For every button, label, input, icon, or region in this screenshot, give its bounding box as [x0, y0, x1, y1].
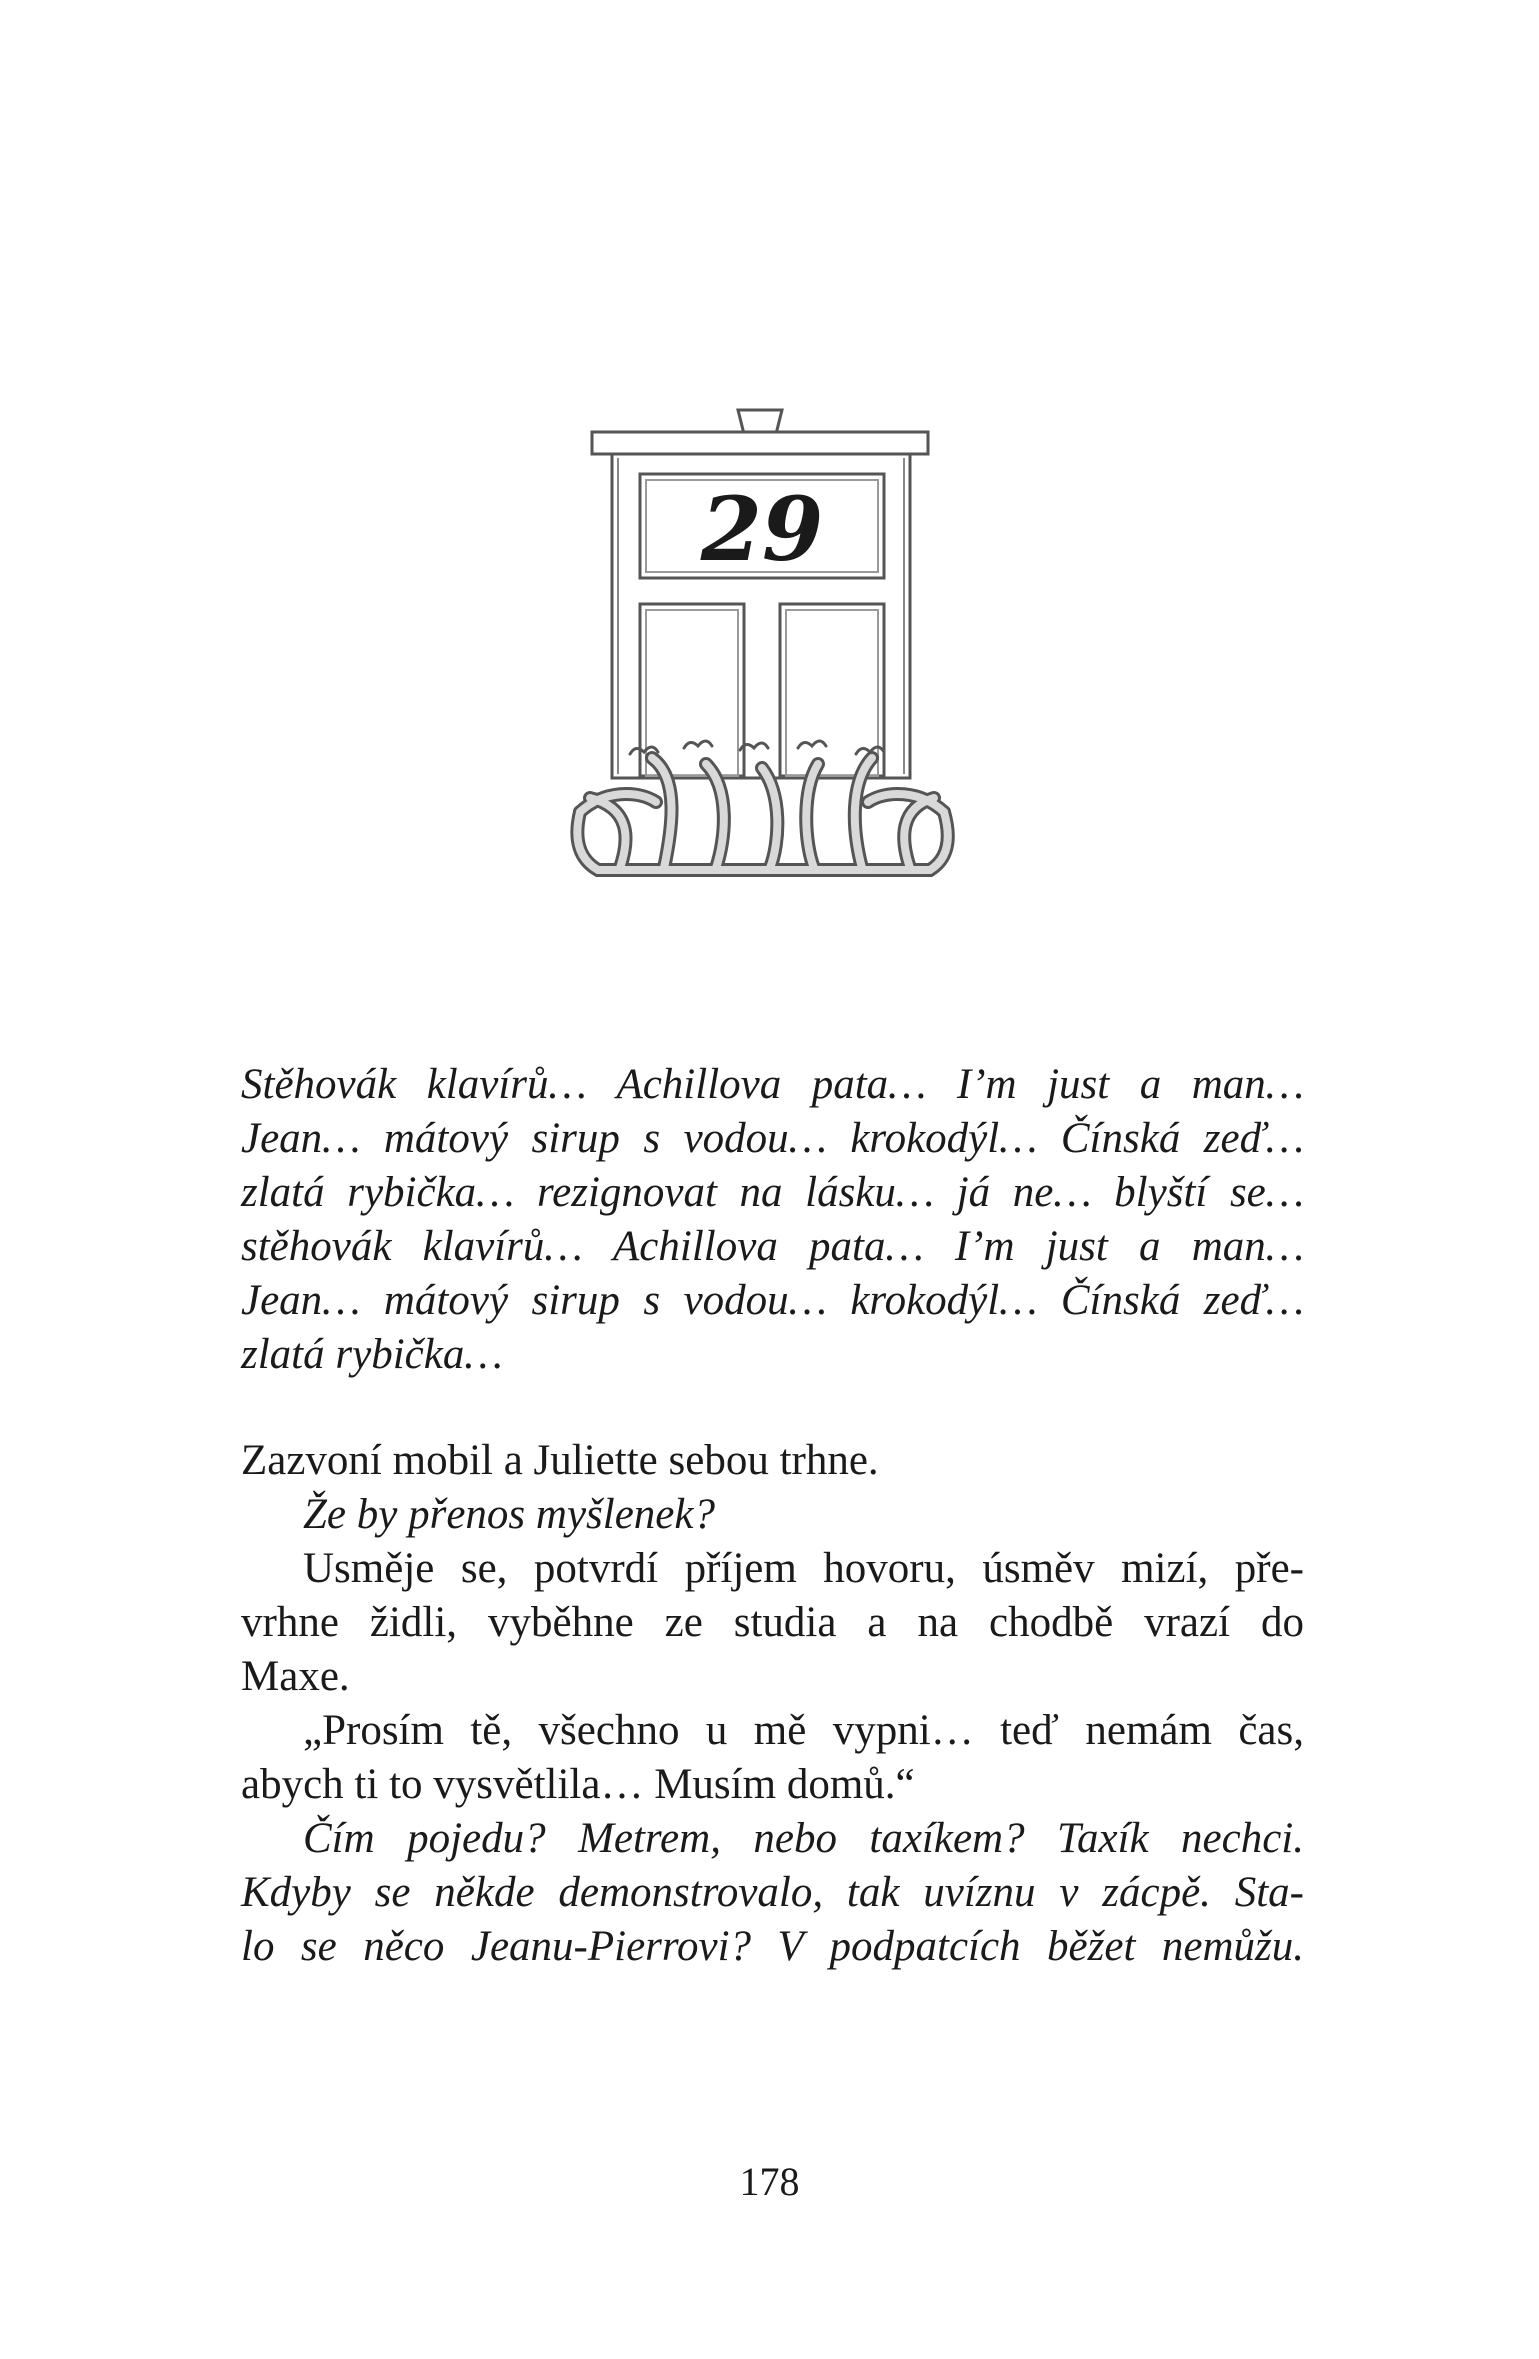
text-line: Stěhovák klavírů… Achillova pata… I’m just a man…: [241, 1061, 1304, 1108]
balcony-railing-icon: [577, 741, 947, 870]
text-line: Jean… mátový sirup s vodou… krokodýl… Čínská zeď…: [241, 1277, 1304, 1324]
text-line: Maxe.: [241, 1653, 350, 1700]
text-line: Že by přenos myšlenek?: [303, 1491, 715, 1538]
text-line: Jean… mátový sirup s vodou… krokodýl… Čínská zeď…: [241, 1115, 1304, 1162]
paragraph-dialogue: [241, 1704, 1304, 1812]
text-line: zlatá rybička… rezignovat na lásku… já ne… blyští se…: [241, 1169, 1304, 1216]
text-line: Zazvoní mobil a Juliette sebou trhne.: [241, 1437, 879, 1484]
paragraph: [241, 1542, 1304, 1704]
text-line: Usměje se, potvrdí příjem hovoru, úsměv mizí, pře-: [303, 1545, 1304, 1592]
page-number: 178: [739, 2159, 800, 2204]
paragraph: [241, 1812, 1304, 1974]
text-line: Čím pojedu? Metrem, nebo taxíkem? Taxík nechci.: [303, 1815, 1304, 1862]
paragraph: [241, 1434, 1304, 1488]
section-break: [241, 1382, 1304, 1434]
chapter-number: 29: [700, 477, 824, 581]
paragraph: [241, 1488, 1304, 1542]
text-line: stěhovák klavírů… Achillova pata… I’m just a man…: [241, 1223, 1304, 1270]
text-line: zlatá rybička…: [241, 1331, 503, 1378]
body-text: [241, 1058, 1304, 1974]
text-line: abych ti to vysvětlila… Musím domů.“: [241, 1761, 915, 1808]
text-line: lo se něco Jeanu-Pierrovi? V podpatcích běžet nemůžu.: [241, 1923, 1304, 1970]
text-line: „Prosím tě, všechno u mě vypni… teď nemám čas,: [303, 1707, 1304, 1754]
text-line: vrhne židli, vyběhne ze studia a na chodbě vrazí do: [241, 1599, 1304, 1646]
text-line: Kdyby se někde demonstrovalo, tak uvíznu v zácpě. Sta-: [241, 1869, 1304, 1916]
paragraph-thoughts: [241, 1058, 1304, 1382]
chapter-illustration: [560, 398, 980, 898]
window-with-balcony-icon: [560, 398, 980, 898]
